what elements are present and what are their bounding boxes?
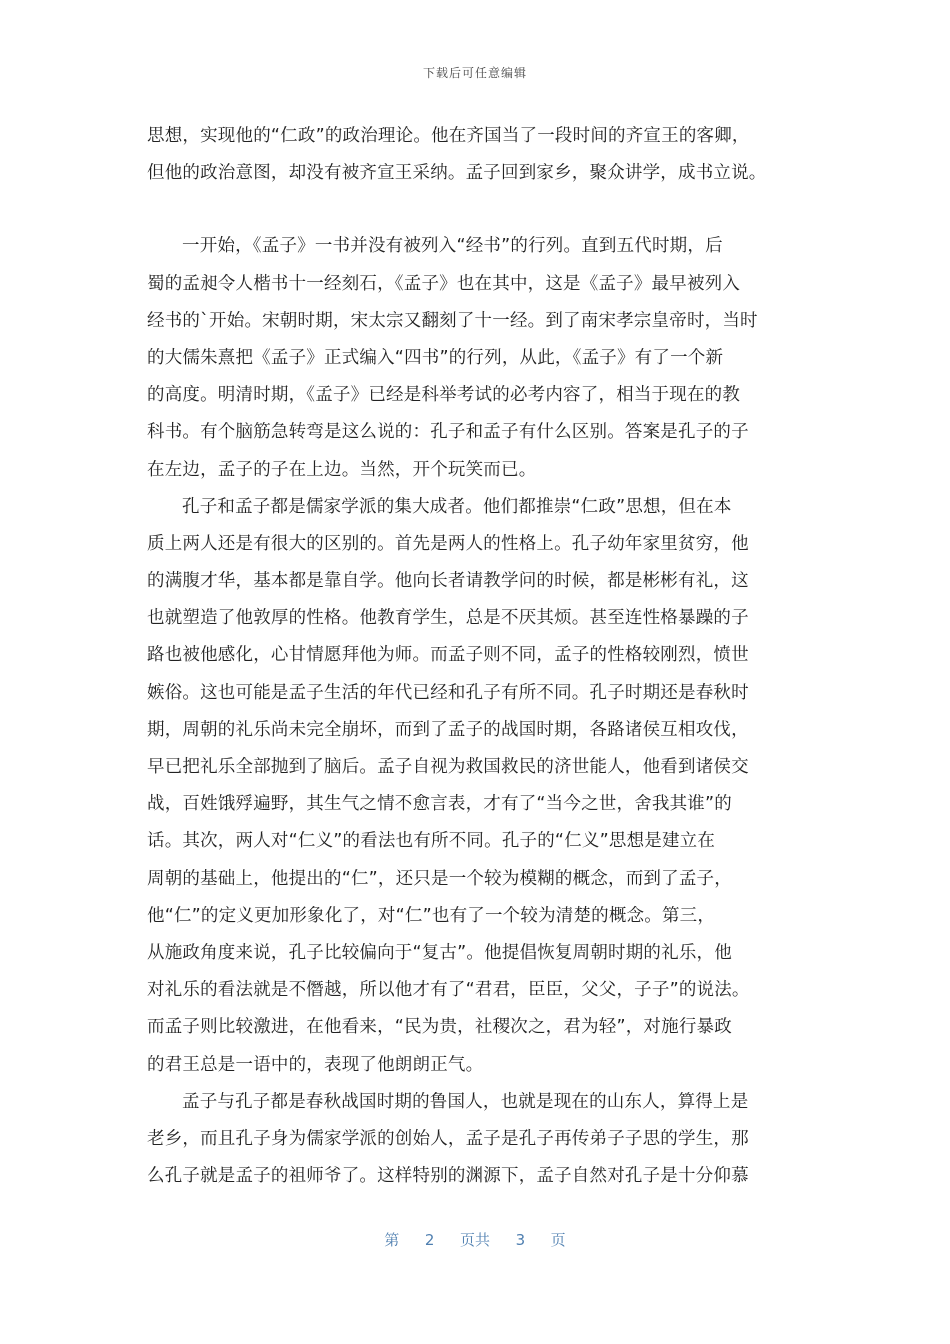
text-line: 老乡，而且孔子身为儒家学派的创始人，孟子是孔子再传弟子子思的学生，那 [147, 1128, 749, 1149]
text-line: 期，周朝的礼乐尚未完全崩坏，而到了孟子的战国时期，各路诸侯互相攻伐， [147, 719, 749, 740]
total-page-number: 3 [515, 1231, 526, 1249]
paragraph [147, 228, 801, 488]
text-line: 战，百姓饿殍遍野，其生气之情不愈言表，才有了“当今之世，舍我其谁”的 [147, 794, 732, 815]
page-header: 下载后可任意编辑 [422, 66, 527, 80]
text-line: 思想，实现他的“仁政”的政治理论。他在齐国当了一段时间的齐宣王的客卿， [147, 126, 750, 146]
text-line: 一开始，《孟子》一书并没有被列入“经书”的行列。直到五代时期，后 [182, 236, 723, 257]
text-line: 蜀的孟昶令人楷书十一经刻石，《孟子》也在其中，这是《孟子》最早被列入 [147, 273, 741, 294]
text-line: 质上两人还是有很大的区别的。首先是两人的性格上。孔子幼年家里贫穷，他 [147, 533, 749, 554]
paragraph [147, 489, 801, 1084]
text-line: 的满腹才华，基本都是靠自学。他向长者请教学问的时候，都是彬彬有礼，这 [147, 571, 749, 592]
footer-prefix: 第 [384, 1231, 400, 1249]
current-page-number: 2 [424, 1231, 435, 1249]
text-line: 路也被他感化，心甘情愿拜他为师。而孟子则不同，孟子的性格较刚烈，愤世 [147, 645, 749, 666]
text-line: 话。其次，两人对“仁义”的看法也有所不同。孔子的“仁义”思想是建立在 [147, 831, 716, 852]
page-footer [0, 1229, 950, 1250]
paragraph [147, 118, 801, 192]
text-line: 在左边，孟子的子在上边。当然，开个玩笑而已。 [147, 459, 537, 480]
document-body [147, 118, 801, 1195]
text-line: 科书。有个脑筋急转弯是这么说的：孔子和孟子有什么区别。答案是孔子的子 [147, 422, 749, 443]
text-line: 周朝的基础上，他提出的“仁”，还只是一个较为模糊的概念，而到了孟子， [147, 868, 732, 889]
footer-middle: 页共 [459, 1231, 490, 1249]
text-line: 嫉俗。这也可能是孟子生活的年代已经和孔子有所不同。孔子时期还是春秋时 [147, 682, 749, 703]
text-line: 的高度。明清时期，《孟子》已经是科举考试的必考内容了，相当于现在的教 [147, 385, 741, 406]
footer-suffix: 页 [550, 1231, 566, 1249]
text-line: 么孔子就是孟子的祖师爷了。这样特别的渊源下，孟子自然对孔子是十分仰慕 [147, 1166, 749, 1187]
text-line: 经书的`开始。宋朝时期，宋太宗又翻刻了十一经。到了南宋孝宗皇帝时，当时 [147, 310, 758, 331]
text-line: 的君王总是一语中的，表现了他朗朗正气。 [147, 1054, 484, 1075]
text-line: 但他的政治意图，却没有被齐宣王采纳。孟子回到家乡，聚众讲学，成书立说。 [147, 163, 767, 184]
text-line: 的大儒朱熹把《孟子》正式编入“四书”的行列，从此，《孟子》有了一个新 [147, 347, 724, 368]
paragraph [147, 1084, 801, 1196]
text-line: 也就塑造了他敦厚的性格。他教育学生，总是不厌其烦。甚至连性格暴躁的子 [147, 608, 749, 629]
text-line: 他“仁”的定义更加形象化了，对“仁”也有了一个较为清楚的概念。第三， [147, 905, 716, 926]
text-line: 而孟子则比较激进，在他看来，“民为贵，社稷次之，君为轻”，对施行暴政 [147, 1017, 732, 1038]
paragraph-gap [147, 192, 801, 228]
text-line: 从施政角度来说，孔子比较偏向于“复古”。他提倡恢复周朝时期的礼乐，他 [147, 942, 732, 963]
text-line: 对礼乐的看法就是不僭越，所以他才有了“君君，臣臣，父父，子子”的说法。 [147, 980, 750, 1001]
text-line: 孔子和孟子都是儒家学派的集大成者。他们都推崇“仁政”思想，但在本 [182, 496, 732, 517]
text-line: 早已把礼乐全部抛到了脑后。孟子自视为救国救民的济世能人，他看到诸侯交 [147, 757, 749, 777]
text-line: 孟子与孔子都是春秋战国时期的鲁国人，也就是现在的山东人，算得上是 [182, 1091, 749, 1112]
